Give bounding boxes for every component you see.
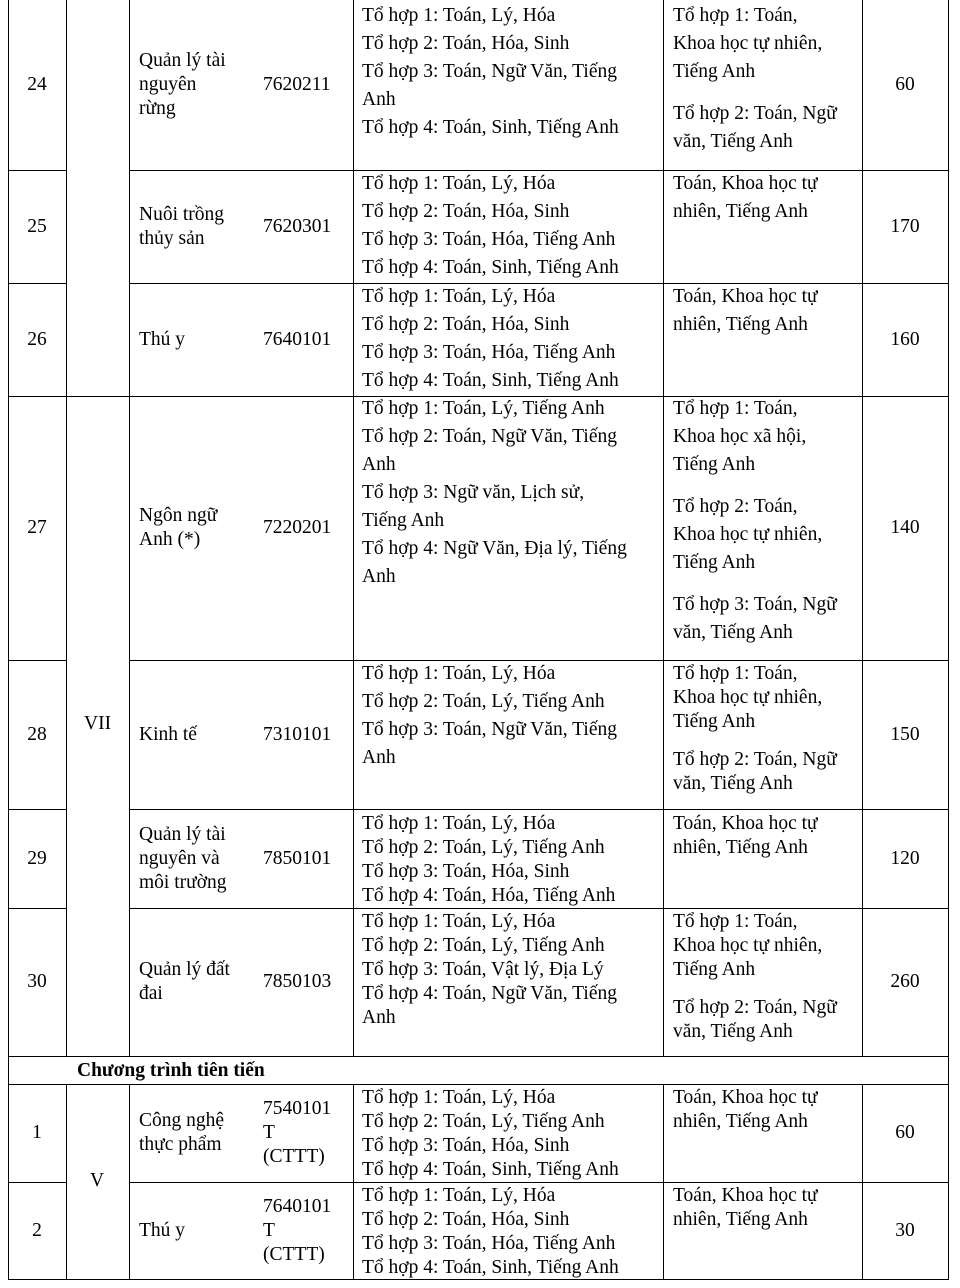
alt-combo: văn, Tiếng Anh bbox=[673, 131, 793, 152]
major-name: đai bbox=[139, 983, 163, 1004]
subject-combo: Tổ hợp 4: Ngữ Văn, Địa lý, Tiếng bbox=[362, 538, 627, 559]
alt-combo: Toán, Khoa học tự bbox=[673, 1087, 818, 1108]
major-name: rừng bbox=[139, 98, 176, 119]
alt-combo: Toán, Khoa học tự bbox=[673, 813, 818, 834]
subject-combo: Tổ hợp 1: Toán, Lý, Hóa bbox=[362, 911, 556, 932]
major-name: Quản lý đất bbox=[139, 959, 230, 980]
row-number: 2 bbox=[32, 1220, 42, 1241]
major-name: nguyên bbox=[139, 74, 197, 95]
subject-combo: Tổ hợp 2: Toán, Hóa, Sinh bbox=[362, 33, 570, 54]
group-label: VII bbox=[84, 713, 112, 734]
subject-combo: Tổ hợp 2: Toán, Lý, Tiếng Anh bbox=[362, 1111, 605, 1132]
grid-line bbox=[8, 0, 9, 1280]
grid-line bbox=[66, 1084, 67, 1280]
major-code: T bbox=[263, 1220, 275, 1241]
subject-combo: Anh bbox=[362, 566, 396, 587]
major-code: 7850101 bbox=[263, 847, 332, 869]
alt-combo: Tổ hợp 2: Toán, Ngữ bbox=[673, 997, 837, 1018]
grid-line bbox=[129, 660, 949, 661]
major-code: 7540101 bbox=[263, 1098, 332, 1119]
group-label: V bbox=[90, 1170, 105, 1191]
major-code: (CTTT) bbox=[263, 1146, 325, 1167]
row-number: 30 bbox=[27, 971, 47, 992]
subject-combo: Tổ hợp 2: Toán, Ngữ Văn, Tiếng bbox=[362, 426, 617, 447]
subject-combo: Tổ hợp 2: Toán, Lý, Tiếng Anh bbox=[362, 691, 605, 712]
major-code: T bbox=[263, 1122, 275, 1143]
alt-combo: Tổ hợp 2: Toán, Ngữ bbox=[673, 103, 837, 124]
subject-combo: Tổ hợp 3: Toán, Hóa, Tiếng Anh bbox=[362, 342, 616, 363]
subject-combo: Tổ hợp 4: Toán, Sinh, Tiếng Anh bbox=[362, 1257, 619, 1278]
subject-combo: Tổ hợp 3: Toán, Hóa, Tiếng Anh bbox=[362, 229, 616, 250]
alt-combo: Tiếng Anh bbox=[673, 959, 756, 980]
alt-combo: văn, Tiếng Anh bbox=[673, 622, 793, 643]
quota: 60 bbox=[895, 74, 915, 95]
subject-combo: Tổ hợp 1: Toán, Lý, Hóa bbox=[362, 663, 556, 684]
subject-combo: Tổ hợp 4: Toán, Sinh, Tiếng Anh bbox=[362, 257, 619, 278]
subject-combo: Tổ hợp 3: Toán, Hóa, Tiếng Anh bbox=[362, 1233, 616, 1254]
major-name: Công nghệ bbox=[139, 1110, 225, 1131]
major-name: Quản lý tài bbox=[139, 50, 226, 71]
major-code: (CTTT) bbox=[263, 1244, 325, 1265]
grid-line bbox=[129, 170, 949, 171]
grid-line bbox=[8, 908, 66, 909]
major-code: 7310101 bbox=[263, 723, 332, 745]
alt-combo: Khoa học tự nhiên, bbox=[673, 687, 823, 708]
subject-combo: Tổ hợp 1: Toán, Lý, Hóa bbox=[362, 813, 556, 834]
grid-line bbox=[8, 170, 66, 171]
major-code: 7850103 bbox=[263, 971, 332, 992]
subject-combo: Anh bbox=[362, 747, 396, 768]
alt-combo: Toán, Khoa học tự bbox=[673, 1185, 818, 1206]
alt-combo: nhiên, Tiếng Anh bbox=[673, 314, 808, 335]
subject-combo: Tổ hợp 1: Toán, Lý, Hóa bbox=[362, 173, 556, 194]
alt-combo: văn, Tiếng Anh bbox=[673, 773, 793, 794]
major-name: Kinh tế bbox=[139, 723, 197, 745]
grid-line bbox=[8, 283, 66, 284]
grid-line bbox=[8, 1182, 66, 1183]
alt-combo: Tổ hợp 1: Toán, bbox=[673, 5, 798, 26]
subject-combo: Tổ hợp 3: Toán, Hóa, Sinh bbox=[362, 1135, 570, 1156]
major-name: thực phẩm bbox=[139, 1134, 222, 1155]
subject-combo: Tổ hợp 1: Toán, Lý, Hóa bbox=[362, 5, 556, 26]
subject-combo: Tổ hợp 3: Toán, Ngữ Văn, Tiếng bbox=[362, 719, 617, 740]
major-name: Nuôi trồng bbox=[139, 203, 225, 225]
subject-combo: Tổ hợp 2: Toán, Hóa, Sinh bbox=[362, 1209, 570, 1230]
subject-combo: Tổ hợp 2: Toán, Hóa, Sinh bbox=[362, 201, 570, 222]
major-name: nguyên và bbox=[139, 847, 220, 869]
alt-combo: Tiếng Anh bbox=[673, 61, 756, 82]
row-number: 24 bbox=[27, 74, 47, 95]
grid-line bbox=[948, 0, 949, 1280]
major-name: Ngôn ngữ bbox=[139, 505, 218, 526]
major-code: 7220201 bbox=[263, 517, 332, 538]
alt-combo: Tổ hợp 1: Toán, bbox=[673, 663, 798, 684]
alt-combo: Tổ hợp 2: Toán, Ngữ bbox=[673, 749, 837, 770]
alt-combo: nhiên, Tiếng Anh bbox=[673, 1209, 808, 1230]
subject-combo: Tổ hợp 2: Toán, Hóa, Sinh bbox=[362, 314, 570, 335]
subject-combo: Tổ hợp 1: Toán, Lý, Hóa bbox=[362, 1087, 556, 1108]
subject-combo: Tổ hợp 4: Toán, Hóa, Tiếng Anh bbox=[362, 885, 616, 906]
quota: 30 bbox=[895, 1220, 915, 1241]
grid-line bbox=[129, 0, 130, 1056]
grid-line bbox=[8, 1084, 949, 1085]
alt-combo: nhiên, Tiếng Anh bbox=[673, 837, 808, 858]
quota: 60 bbox=[895, 1122, 915, 1143]
grid-line bbox=[129, 1182, 949, 1183]
row-number: 28 bbox=[27, 723, 47, 745]
subject-combo: Tổ hợp 2: Toán, Lý, Tiếng Anh bbox=[362, 837, 605, 858]
major-name: thủy sản bbox=[139, 227, 205, 249]
subject-combo: Tổ hợp 3: Toán, Ngữ Văn, Tiếng bbox=[362, 61, 617, 82]
subject-combo: Tổ hợp 4: Toán, Ngữ Văn, Tiếng bbox=[362, 983, 617, 1004]
quota: 260 bbox=[890, 971, 920, 992]
subject-combo: Tổ hợp 1: Toán, Lý, Tiếng Anh bbox=[362, 398, 605, 419]
subject-combo: Tổ hợp 4: Toán, Sinh, Tiếng Anh bbox=[362, 117, 619, 138]
row-number: 1 bbox=[32, 1122, 42, 1143]
grid-line bbox=[8, 660, 66, 661]
alt-combo: Tiếng Anh bbox=[673, 552, 756, 573]
subject-combo: Tổ hợp 4: Toán, Sinh, Tiếng Anh bbox=[362, 1159, 619, 1180]
major-code: 7640101 bbox=[263, 1196, 332, 1217]
major-name: Quản lý tài bbox=[139, 823, 226, 845]
quota: 140 bbox=[890, 517, 920, 538]
major-name: Anh (*) bbox=[139, 529, 201, 550]
grid-line bbox=[663, 0, 664, 1056]
grid-line bbox=[129, 283, 949, 284]
row-number: 25 bbox=[27, 215, 47, 237]
quota: 160 bbox=[890, 328, 920, 350]
subject-combo: Tổ hợp 2: Toán, Lý, Tiếng Anh bbox=[362, 935, 605, 956]
grid-line bbox=[8, 1056, 949, 1057]
alt-combo: Toán, Khoa học tự bbox=[673, 173, 818, 194]
major-code: 7620211 bbox=[263, 74, 331, 95]
major-name: môi trường bbox=[139, 871, 227, 893]
subject-combo: Tiếng Anh bbox=[362, 510, 445, 531]
alt-combo: Tiếng Anh bbox=[673, 711, 756, 732]
alt-combo: Khoa học xã hội, bbox=[673, 426, 807, 447]
quota: 120 bbox=[890, 847, 920, 869]
subject-combo: Tổ hợp 3: Toán, Hóa, Sinh bbox=[362, 861, 570, 882]
major-code: 7640101 bbox=[263, 328, 332, 350]
subject-combo: Tổ hợp 3: Toán, Vật lý, Địa Lý bbox=[362, 959, 604, 980]
subject-combo: Anh bbox=[362, 89, 396, 110]
alt-combo: nhiên, Tiếng Anh bbox=[673, 201, 808, 222]
major-name: Thú y bbox=[139, 1220, 186, 1241]
alt-combo: Khoa học tự nhiên, bbox=[673, 935, 823, 956]
grid-line bbox=[129, 809, 949, 810]
quota: 150 bbox=[890, 723, 920, 745]
subject-combo: Anh bbox=[362, 1007, 396, 1028]
alt-combo: Toán, Khoa học tự bbox=[673, 286, 818, 307]
alt-combo: Tổ hợp 3: Toán, Ngữ bbox=[673, 594, 837, 615]
section-title: Chương trình tiên tiến bbox=[77, 1060, 265, 1081]
alt-combo: Khoa học tự nhiên, bbox=[673, 524, 823, 545]
row-number: 27 bbox=[27, 517, 47, 538]
quota: 170 bbox=[890, 215, 920, 237]
alt-combo: Khoa học tự nhiên, bbox=[673, 33, 823, 54]
alt-combo: Tổ hợp 1: Toán, bbox=[673, 911, 798, 932]
grid-line bbox=[129, 908, 949, 909]
alt-combo: Tiếng Anh bbox=[673, 454, 756, 475]
row-number: 26 bbox=[27, 328, 47, 350]
subject-combo: Anh bbox=[362, 454, 396, 475]
alt-combo: Tổ hợp 2: Toán, bbox=[673, 496, 798, 517]
subject-combo: Tổ hợp 4: Toán, Sinh, Tiếng Anh bbox=[362, 370, 619, 391]
subject-combo: Tổ hợp 3: Ngữ văn, Lịch sử, bbox=[362, 482, 585, 503]
row-number: 29 bbox=[27, 847, 47, 869]
major-code: 7620301 bbox=[263, 215, 332, 237]
alt-combo: Tổ hợp 1: Toán, bbox=[673, 398, 798, 419]
grid-line bbox=[8, 809, 66, 810]
subject-combo: Tổ hợp 1: Toán, Lý, Hóa bbox=[362, 1185, 556, 1206]
grid-line bbox=[66, 0, 67, 1056]
grid-line bbox=[353, 0, 354, 1056]
alt-combo: văn, Tiếng Anh bbox=[673, 1021, 793, 1042]
subject-combo: Tổ hợp 1: Toán, Lý, Hóa bbox=[362, 286, 556, 307]
alt-combo: nhiên, Tiếng Anh bbox=[673, 1111, 808, 1132]
major-name: Thú y bbox=[139, 328, 186, 350]
